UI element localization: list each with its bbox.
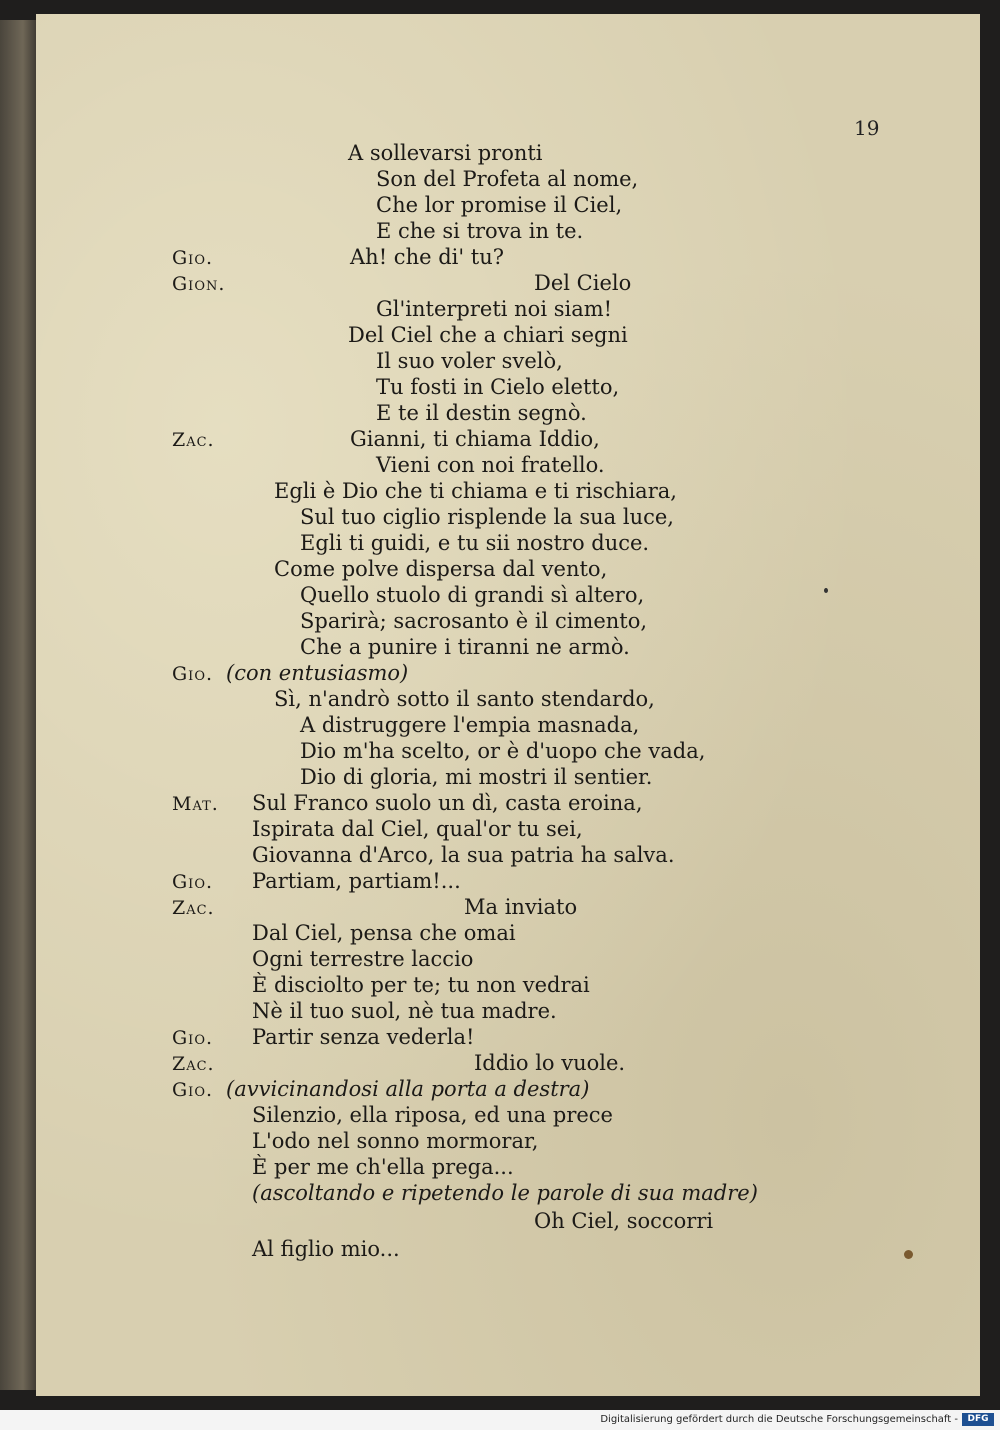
verse-line: Che a punire i tiranni ne armò. [300,635,630,659]
verse-line: L'odo nel sonno mormorar, [252,1129,539,1153]
digitization-footer [0,1410,1000,1430]
verse-line: Che lor promise il Ciel, [376,193,623,217]
dfg-logo: DFG [962,1413,994,1426]
verse-line: Son del Profeta al nome, [376,167,639,191]
verse-line: Dio m'ha scelto, or è d'uopo che vada, [300,739,706,763]
verse-line: È per me ch'ella prega... [252,1155,514,1179]
verse-line: Nè il tuo suol, nè tua madre. [252,999,557,1023]
verse-line: Come polve dispersa dal vento, [274,557,608,581]
verse-line: Al figlio mio... [252,1237,400,1261]
speaker-label: Gio. [172,663,214,685]
verse-line: E te il destin segnò. [376,401,587,425]
footer-credit: Digitalisierung gefördert durch die Deutsche Forschungsgemeinschaft - [600,1414,958,1425]
book-spine-edge [0,20,38,1390]
speaker-label: Gio. [172,1079,214,1101]
verse-line: Gianni, ti chiama Iddio, [350,427,600,451]
stage-direction: (ascoltando e ripetendo le parole di sua madre) [252,1181,758,1205]
verse-line: Egli ti guidi, e tu sii nostro duce. [300,531,650,555]
verse-line: Dio di gloria, mi mostri il sentier. [300,765,653,789]
page-number: 19 [854,116,880,140]
verse-line: Partir senza vederla! [252,1025,475,1049]
speaker-label: Zac. [172,897,215,919]
verse-line: Sul tuo ciglio risplende la sua luce, [300,505,674,529]
verse-line: Tu fosti in Cielo eletto, [376,375,620,399]
verse-line: A distruggere l'empia masnada, [300,713,640,737]
verse-line: Oh Ciel, soccorri [534,1209,714,1233]
verse-line: Dal Ciel, pensa che omai [252,921,516,945]
verse-line: Sparirà; sacrosanto è il cimento, [300,609,648,633]
verse-line: È disciolto per te; tu non vedrai [252,973,590,997]
verse-line: Ogni terrestre laccio [252,947,474,971]
speaker-label: Gion. [172,273,226,295]
book-page [36,14,980,1396]
verse-line: Partiam, partiam!... [252,869,461,893]
verse-line: Silenzio, ella riposa, ed una prece [252,1103,613,1127]
speaker-label: Mat. [172,793,219,815]
verse-line: Sul Franco suolo un dì, casta eroina, [252,791,643,815]
speaker-label: Gio. [172,1027,214,1049]
verse-line: Ispirata dal Ciel, qual'or tu sei, [252,817,583,841]
verse-line: Egli è Dio che ti chiama e ti rischiara, [274,479,677,503]
verse-line: Del Cielo [534,271,632,295]
paper-speck [904,1250,913,1259]
stage-direction: (con entusiasmo) [226,661,409,685]
speaker-label: Gio. [172,871,214,893]
verse-line: Del Ciel che a chiari segni [348,323,628,347]
verse-line: E che si trova in te. [376,219,584,243]
speaker-label: Gio. [172,247,214,269]
speaker-label: Zac. [172,1053,215,1075]
verse-line: Vieni con noi fratello. [376,453,605,477]
stage-direction: (avvicinandosi alla porta a destra) [226,1077,590,1101]
paper-speck [824,588,828,593]
verse-line: Quello stuolo di grandi sì altero, [300,583,645,607]
verse-line: Sì, n'andrò sotto il santo stendardo, [274,687,655,711]
verse-line: Giovanna d'Arco, la sua patria ha salva. [252,843,675,867]
verse-line: Ah! che di' tu? [350,245,505,269]
verse-line: A sollevarsi pronti [348,141,543,165]
verse-line: Gl'interpreti noi siam! [376,297,613,321]
verse-line: Il suo voler svelò, [376,349,563,373]
speaker-label: Zac. [172,429,215,451]
verse-line: Ma inviato [464,895,578,919]
verse-line: Iddio lo vuole. [474,1051,626,1075]
